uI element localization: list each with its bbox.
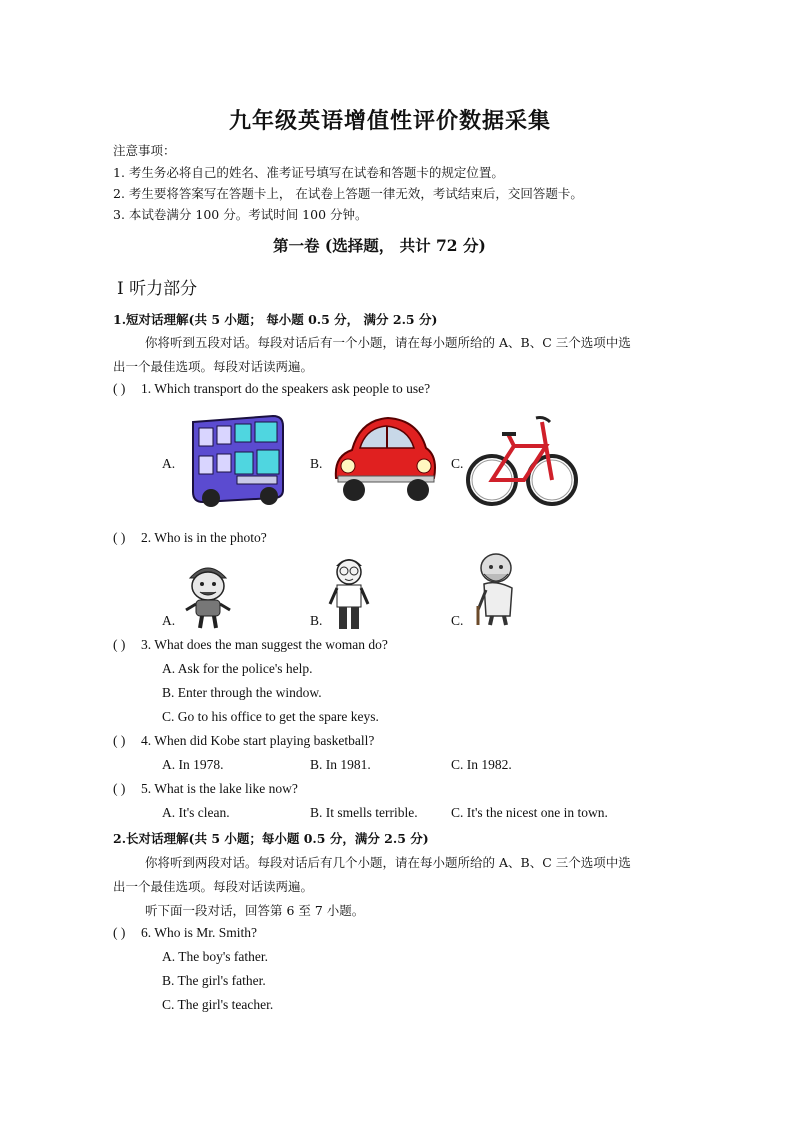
notice-item: 2. 考生要将答案写在答题卡上， 在试卷上答题一律无效，考试结束后，交回答题卡。 <box>113 186 583 201</box>
answer-paren: ( ) <box>113 733 126 748</box>
section2-instruction: 你将听到两段对话。每段对话后有几个小题，请在每小题所给的 A、B、C 三个选项中选 <box>145 855 631 870</box>
option-text: B. In 1981. <box>310 757 371 772</box>
old-man-illustration <box>470 550 522 626</box>
option-label: A. <box>162 613 176 628</box>
option-label: C. <box>451 456 464 471</box>
option-label: B. <box>310 456 323 471</box>
section2-heading: 2.长对话理解(共 5 小题；每小题 0.5 分，满分 2.5 分) <box>113 831 429 846</box>
question-text: 3. What does the man suggest the woman do? <box>141 637 388 652</box>
notice-item: 3. 本试卷满分 100 分。考试时间 100 分钟。 <box>113 207 368 222</box>
section1-heading: 1.短对话理解(共 5 小题； 每小题 0.5 分， 满分 2.5 分) <box>113 312 438 327</box>
part-heading: Ⅰ 听力部分 <box>117 279 198 299</box>
section1-instruction: 你将听到五段对话。每段对话后有一个小题，请在每小题所给的 A、B、C 三个选项中选 <box>145 335 631 350</box>
option-label: B. <box>310 613 323 628</box>
option-text: C. It's the nicest one in town. <box>451 805 608 820</box>
boy-illustration <box>180 558 236 630</box>
option-text: C. Go to his office to get the spare keys. <box>162 709 379 724</box>
option-label: A. <box>162 456 176 471</box>
question-text: 6. Who is Mr. Smith? <box>141 925 258 940</box>
bicycle-illustration <box>466 408 578 512</box>
bus-illustration <box>185 410 290 510</box>
answer-paren: ( ) <box>113 381 126 396</box>
option-text: B. Enter through the window. <box>162 685 322 700</box>
answer-paren: ( ) <box>113 530 126 545</box>
option-text: A. It's clean. <box>162 805 230 820</box>
notice-item: 1. 考生务必将自己的姓名、准考证号填写在试卷和答题卡的规定位置。 <box>113 165 504 180</box>
section2-sub-instruction: 听下面一段对话，回答第 6 至 7 小题。 <box>145 903 365 918</box>
option-text: B. The girl's father. <box>162 973 266 988</box>
car-illustration <box>330 408 440 508</box>
answer-paren: ( ) <box>113 781 126 796</box>
question-text: 5. What is the lake like now? <box>141 781 298 796</box>
option-label: C. <box>451 613 464 628</box>
option-text: C. The girl's teacher. <box>162 997 274 1012</box>
page-title: 九年级英语增值性评价数据采集 <box>229 108 552 134</box>
section2-instruction: 出一个最佳选项。每段对话读两遍。 <box>113 879 314 894</box>
notice-heading: 注意事项： <box>113 143 176 158</box>
option-text: A. In 1978. <box>162 757 224 772</box>
option-text: C. In 1982. <box>451 757 512 772</box>
question-text: 1. Which transport do the speakers ask people to use? <box>141 381 431 396</box>
question-text: 4. When did Kobe start playing basketball? <box>141 733 375 748</box>
answer-paren: ( ) <box>113 925 126 940</box>
option-text: A. The boy's father. <box>162 949 269 964</box>
volume-heading: 第一卷 (选择题， 共计 72 分) <box>273 236 486 255</box>
option-text: A. Ask for the police's help. <box>162 661 313 676</box>
question-text: 2. Who is in the photo? <box>141 530 267 545</box>
answer-paren: ( ) <box>113 637 126 652</box>
section1-instruction: 出一个最佳选项。每段对话读两遍。 <box>113 359 314 374</box>
man-with-glasses-illustration <box>326 552 372 630</box>
option-text: B. It smells terrible. <box>310 805 418 820</box>
